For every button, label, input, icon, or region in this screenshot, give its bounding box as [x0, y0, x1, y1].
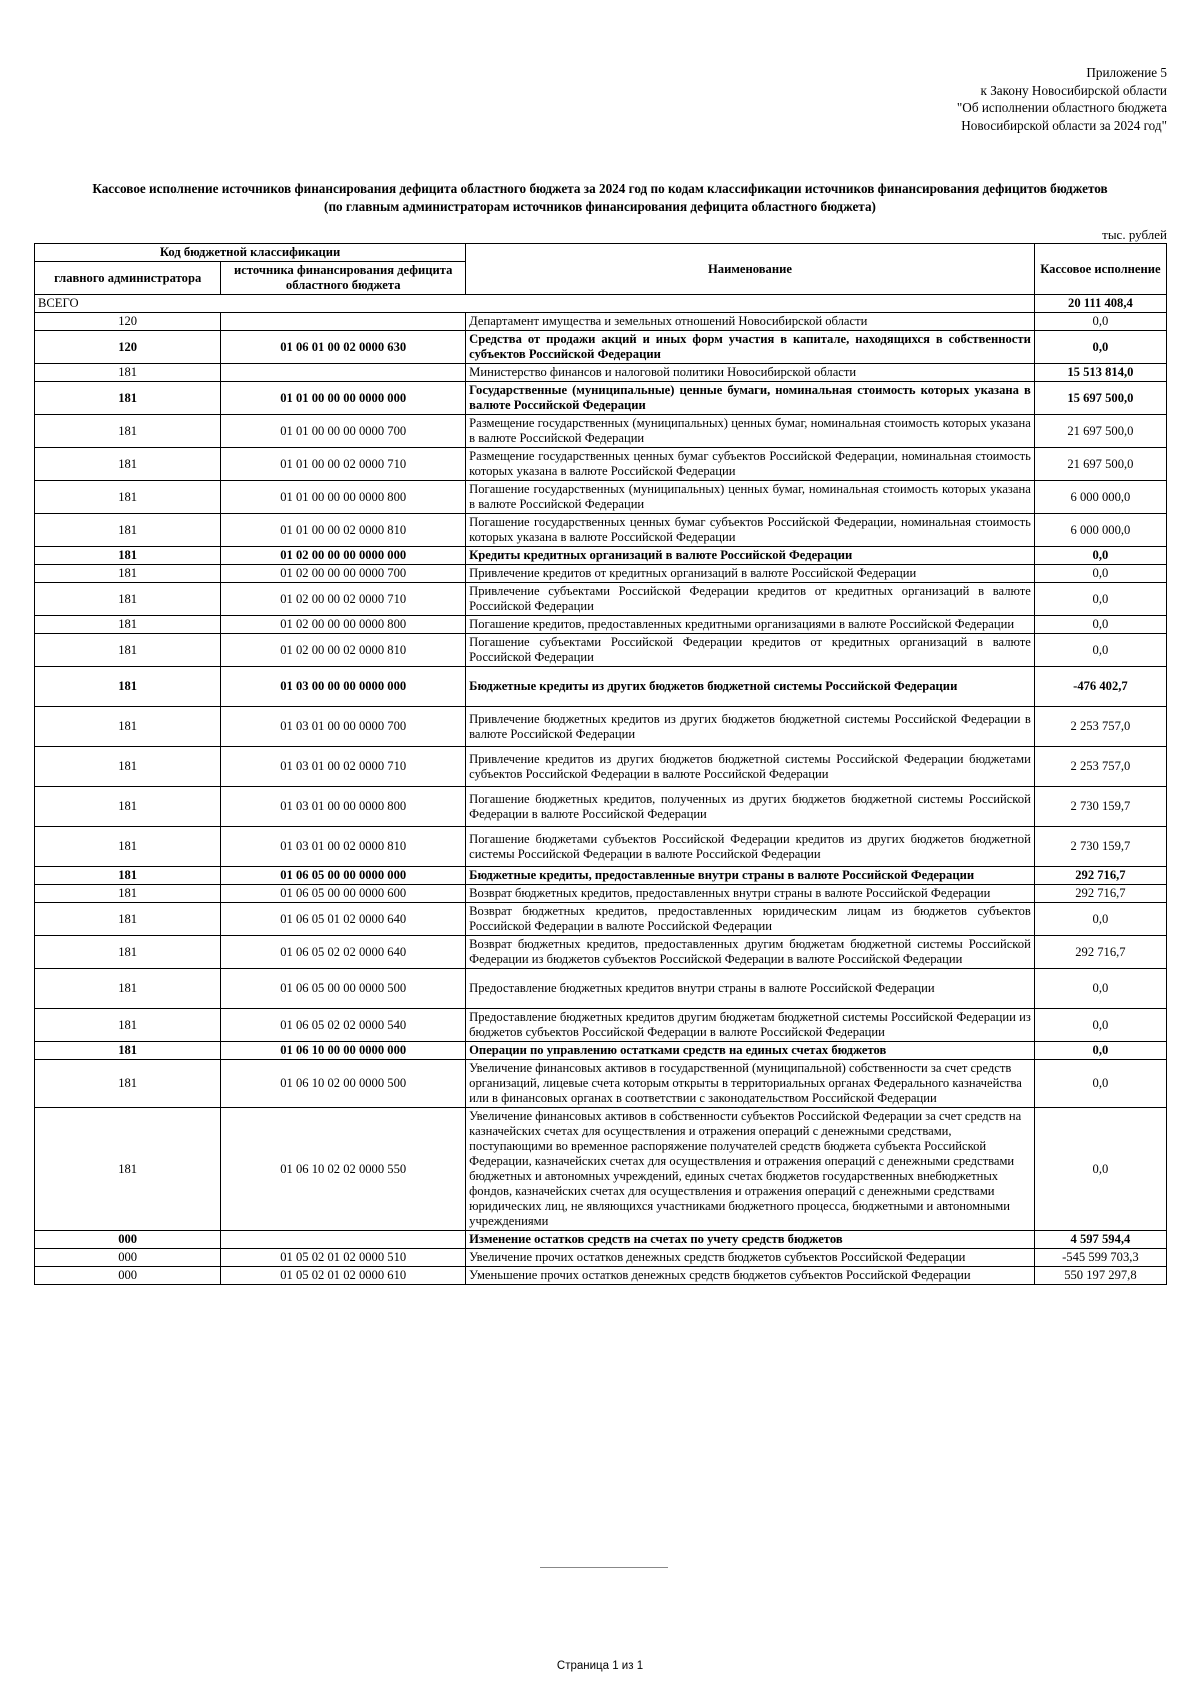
name-cell: Размещение государственных (муниципальных) ценных бумаг, номинальная стоимость которых указана в валюте Российской Федерации [466, 415, 1035, 448]
table-row [35, 1249, 1167, 1267]
source-code-cell: 01 02 00 00 00 0000 800 [221, 616, 466, 634]
name-cell: Возврат бюджетных кредитов, предоставленных внутри страны в валюте Российской Федерации [466, 885, 1035, 903]
source-code-cell: 01 03 01 00 02 0000 710 [221, 747, 466, 787]
name-cell: Погашение государственных ценных бумаг субъектов Российской Федерации, номинальная стоимость которых указана в валюте Российской Федерации [466, 514, 1035, 547]
admin-code-cell: 181 [35, 364, 221, 382]
appendix-line: к Закону Новосибирской области [980, 82, 1167, 98]
source-code-cell: 01 02 00 00 02 0000 710 [221, 583, 466, 616]
source-code-cell [221, 364, 466, 382]
sources-table [34, 243, 1167, 1285]
table-row [35, 667, 1167, 707]
admin-code-cell: 181 [35, 1009, 221, 1042]
table-row [35, 415, 1167, 448]
amount-cell: 6 000 000,0 [1034, 481, 1166, 514]
admin-code-cell: 181 [35, 867, 221, 885]
header-code-group: Код бюджетной классификации [35, 244, 466, 262]
amount-cell: 0,0 [1034, 616, 1166, 634]
table-row [35, 827, 1167, 867]
admin-code-cell: 181 [35, 903, 221, 936]
amount-cell: 6 000 000,0 [1034, 514, 1166, 547]
admin-code-cell: 181 [35, 634, 221, 667]
amount-cell: 0,0 [1034, 903, 1166, 936]
appendix-line: "Об исполнении областного бюджета [956, 100, 1167, 116]
name-cell: Погашение субъектами Российской Федерации кредитов от кредитных организаций в валюте Российской Федерации [466, 634, 1035, 667]
name-cell: Увеличение финансовых активов в собственности субъектов Российской Федерации за счет средств на казначейских счетах для осуществления и отражения операций с денежными средствами, поступающими во временное распоряжение получателей средств бюджета субъекта Российской Федерации, казначейских счетах для осуществления и отражения операций с денежными средствами бюджетных и автономных учреждений, единых счетах бюджетов государственных внебюджетных фондов, казначейских счетах для осуществления и отражения операций с денежными средствами юридических лиц, не являющихся участниками бюджетного процесса, бюджетными и автономными учреждениями [466, 1108, 1035, 1231]
source-code-cell: 01 02 00 00 00 0000 700 [221, 565, 466, 583]
amount-cell: 4 597 594,4 [1034, 1231, 1166, 1249]
admin-code-cell: 181 [35, 382, 221, 415]
source-code-cell: 01 03 01 00 02 0000 810 [221, 827, 466, 867]
table-row [35, 1231, 1167, 1249]
table-row [35, 514, 1167, 547]
source-code-cell: 01 06 05 00 00 0000 500 [221, 969, 466, 1009]
source-code-cell: 01 05 02 01 02 0000 510 [221, 1249, 466, 1267]
admin-code-cell: 181 [35, 481, 221, 514]
name-cell: Привлечение кредитов из других бюджетов бюджетной системы Российской Федерации бюджетами субъектов Российской Федерации в валюте Российской Федерации [466, 747, 1035, 787]
amount-cell: 0,0 [1034, 1009, 1166, 1042]
admin-code-cell: 181 [35, 1060, 221, 1108]
table-row [35, 1267, 1167, 1285]
source-code-cell: 01 03 01 00 00 0000 800 [221, 787, 466, 827]
admin-code-cell: 181 [35, 547, 221, 565]
name-cell: Привлечение субъектами Российской Федерации кредитов от кредитных организаций в валюте Российской Федерации [466, 583, 1035, 616]
source-code-cell: 01 01 00 00 02 0000 810 [221, 514, 466, 547]
admin-code-cell: 181 [35, 747, 221, 787]
units-label: тыс. рублей [1102, 227, 1167, 242]
admin-code-cell: 000 [35, 1267, 221, 1285]
table-body [35, 295, 1167, 1285]
table-row [35, 364, 1167, 382]
name-cell: Министерство финансов и налоговой политики Новосибирской области [466, 364, 1035, 382]
source-code-cell: 01 03 01 00 00 0000 700 [221, 707, 466, 747]
header-name: Наименование [466, 244, 1035, 295]
name-cell: Возврат бюджетных кредитов, предоставленных юридическим лицам из бюджетов субъектов Российской Федерации в валюте Российской Федерации [466, 903, 1035, 936]
table-row [35, 787, 1167, 827]
name-cell: Средства от продажи акций и иных форм участия в капитале, находящихся в собственности субъектов Российской Федерации [466, 331, 1035, 364]
amount-cell: 2 730 159,7 [1034, 827, 1166, 867]
document-title-line1: Кассовое исполнение источников финансирования дефицита областного бюджета за 2024 год по кодам классификации источников финансирования дефицитов бюджетов [92, 181, 1108, 196]
amount-cell: 0,0 [1034, 547, 1166, 565]
name-cell: Увеличение прочих остатков денежных средств бюджетов субъектов Российской Федерации [466, 1249, 1035, 1267]
source-code-cell: 01 03 00 00 00 0000 000 [221, 667, 466, 707]
admin-code-cell: 181 [35, 1042, 221, 1060]
admin-code-cell: 181 [35, 936, 221, 969]
source-code-cell: 01 06 01 00 02 0000 630 [221, 331, 466, 364]
admin-code-cell: 181 [35, 448, 221, 481]
name-cell: Размещение государственных ценных бумаг субъектов Российской Федерации, номинальная стоимость которых указана в валюте Российской Федерации [466, 448, 1035, 481]
name-cell: Департамент имущества и земельных отношений Новосибирской области [466, 313, 1035, 331]
admin-code-cell: 181 [35, 415, 221, 448]
appendix-note [957, 64, 1167, 134]
source-code-cell: 01 06 05 02 02 0000 640 [221, 936, 466, 969]
document-title-line2: (по главным администраторам источников финансирования дефицита областного бюджета) [324, 199, 876, 214]
source-code-cell: 01 06 05 01 02 0000 640 [221, 903, 466, 936]
table-row [35, 707, 1167, 747]
table-row [35, 903, 1167, 936]
total-row [35, 295, 1167, 313]
amount-cell: 0,0 [1034, 969, 1166, 1009]
name-cell: Бюджетные кредиты из других бюджетов бюджетной системы Российской Федерации [466, 667, 1035, 707]
table-row [35, 747, 1167, 787]
name-cell: Привлечение кредитов от кредитных организаций в валюте Российской Федерации [466, 565, 1035, 583]
amount-cell: 0,0 [1034, 634, 1166, 667]
table-row [35, 313, 1167, 331]
name-cell: Погашение кредитов, предоставленных кредитными организациями в валюте Российской Федерации [466, 616, 1035, 634]
source-code-cell: 01 06 05 00 00 0000 000 [221, 867, 466, 885]
name-cell: Бюджетные кредиты, предоставленные внутри страны в валюте Российской Федерации [466, 867, 1035, 885]
table-row [35, 382, 1167, 415]
amount-cell: 0,0 [1034, 1108, 1166, 1231]
header-source: источника финансирования дефицита областного бюджета [221, 262, 466, 295]
name-cell: Изменение остатков средств на счетах по учету средств бюджетов [466, 1231, 1035, 1249]
name-cell: Уменьшение прочих остатков денежных средств бюджетов субъектов Российской Федерации [466, 1267, 1035, 1285]
table-row [35, 331, 1167, 364]
amount-cell: 2 253 757,0 [1034, 707, 1166, 747]
amount-cell: 15 697 500,0 [1034, 382, 1166, 415]
admin-code-cell: 120 [35, 331, 221, 364]
amount-cell: 292 716,7 [1034, 867, 1166, 885]
name-cell: Погашение бюджетами субъектов Российской Федерации кредитов из других бюджетов бюджетной системы Российской Федерации в валюте Российской Федерации [466, 827, 1035, 867]
name-cell: Возврат бюджетных кредитов, предоставленных другим бюджетам бюджетной системы Российской Федерации из бюджетов субъектов Российской Федерации в валюте Российской Федерации [466, 936, 1035, 969]
name-cell: Погашение государственных (муниципальных) ценных бумаг, номинальная стоимость которых указана в валюте Российской Федерации [466, 481, 1035, 514]
table-row [35, 936, 1167, 969]
amount-cell: 0,0 [1034, 331, 1166, 364]
footer-divider [540, 1567, 668, 1568]
source-code-cell: 01 06 05 00 00 0000 600 [221, 885, 466, 903]
amount-cell: 2 253 757,0 [1034, 747, 1166, 787]
admin-code-cell: 120 [35, 313, 221, 331]
table-row [35, 969, 1167, 1009]
source-code-cell: 01 01 00 00 00 0000 000 [221, 382, 466, 415]
appendix-line: Приложение 5 [1086, 65, 1167, 80]
admin-code-cell: 181 [35, 667, 221, 707]
appendix-line: Новосибирской области за 2024 год" [961, 117, 1167, 133]
table-row [35, 1042, 1167, 1060]
source-code-cell [221, 313, 466, 331]
amount-cell: 21 697 500,0 [1034, 448, 1166, 481]
amount-cell: 292 716,7 [1034, 885, 1166, 903]
total-amount: 20 111 408,4 [1034, 295, 1166, 313]
admin-code-cell: 000 [35, 1231, 221, 1249]
source-code-cell [221, 1231, 466, 1249]
amount-cell: 0,0 [1034, 313, 1166, 331]
total-label: ВСЕГО [35, 295, 1035, 313]
admin-code-cell: 181 [35, 583, 221, 616]
source-code-cell: 01 06 10 02 00 0000 500 [221, 1060, 466, 1108]
admin-code-cell: 181 [35, 616, 221, 634]
name-cell: Предоставление бюджетных кредитов другим бюджетам бюджетной системы Российской Федерации из бюджетов субъектов Российской Федерации в валюте Российской Федерации [466, 1009, 1035, 1042]
source-code-cell: 01 06 05 02 02 0000 540 [221, 1009, 466, 1042]
table-row [35, 1108, 1167, 1231]
amount-cell: 21 697 500,0 [1034, 415, 1166, 448]
table-row [35, 565, 1167, 583]
name-cell: Привлечение бюджетных кредитов из других бюджетов бюджетной системы Российской Федерации в валюте Российской Федерации [466, 707, 1035, 747]
name-cell: Государственные (муниципальные) ценные бумаги, номинальная стоимость которых указана в валюте Российской Федерации [466, 382, 1035, 415]
amount-cell: -476 402,7 [1034, 667, 1166, 707]
admin-code-cell: 181 [35, 514, 221, 547]
amount-cell: -545 599 703,3 [1034, 1249, 1166, 1267]
admin-code-cell: 181 [35, 787, 221, 827]
amount-cell: 0,0 [1034, 1042, 1166, 1060]
source-code-cell: 01 06 10 02 02 0000 550 [221, 1108, 466, 1231]
table-row [35, 481, 1167, 514]
name-cell: Погашение бюджетных кредитов, полученных из других бюджетов бюджетной системы Российской Федерации в валюте Российской Федерации [466, 787, 1035, 827]
amount-cell: 292 716,7 [1034, 936, 1166, 969]
amount-cell: 15 513 814,0 [1034, 364, 1166, 382]
table-row [35, 583, 1167, 616]
amount-cell: 0,0 [1034, 1060, 1166, 1108]
table-row [35, 448, 1167, 481]
header-admin: главного администратора [35, 262, 221, 295]
amount-cell: 550 197 297,8 [1034, 1267, 1166, 1285]
source-code-cell: 01 02 00 00 02 0000 810 [221, 634, 466, 667]
table-row [35, 547, 1167, 565]
table-row [35, 885, 1167, 903]
amount-cell: 2 730 159,7 [1034, 787, 1166, 827]
table-row [35, 616, 1167, 634]
header-amount: Кассовое исполнение [1034, 244, 1166, 295]
admin-code-cell: 181 [35, 707, 221, 747]
name-cell: Операции по управлению остатками средств на единых счетах бюджетов [466, 1042, 1035, 1060]
source-code-cell: 01 01 00 00 02 0000 710 [221, 448, 466, 481]
name-cell: Увеличение финансовых активов в государственной (муниципальной) собственности за счет средств организаций, лицевые счета которым открыты в территориальных органах Федерального казначейства или в финансовых органах в соответствии с законодательством Российской Федерации [466, 1060, 1035, 1108]
source-code-cell: 01 05 02 01 02 0000 610 [221, 1267, 466, 1285]
admin-code-cell: 181 [35, 1108, 221, 1231]
source-code-cell: 01 06 10 00 00 0000 000 [221, 1042, 466, 1060]
admin-code-cell: 181 [35, 969, 221, 1009]
admin-code-cell: 181 [35, 827, 221, 867]
amount-cell: 0,0 [1034, 565, 1166, 583]
admin-code-cell: 000 [35, 1249, 221, 1267]
table-row [35, 867, 1167, 885]
page-number: Страница 1 из 1 [556, 1660, 644, 1672]
amount-cell: 0,0 [1034, 583, 1166, 616]
source-code-cell: 01 01 00 00 00 0000 700 [221, 415, 466, 448]
table-row [35, 1060, 1167, 1108]
document-title [30, 180, 1170, 216]
source-code-cell: 01 01 00 00 00 0000 800 [221, 481, 466, 514]
table-row [35, 1009, 1167, 1042]
admin-code-cell: 181 [35, 565, 221, 583]
name-cell: Кредиты кредитных организаций в валюте Российской Федерации [466, 547, 1035, 565]
table-row [35, 634, 1167, 667]
name-cell: Предоставление бюджетных кредитов внутри страны в валюте Российской Федерации [466, 969, 1035, 1009]
admin-code-cell: 181 [35, 885, 221, 903]
source-code-cell: 01 02 00 00 00 0000 000 [221, 547, 466, 565]
